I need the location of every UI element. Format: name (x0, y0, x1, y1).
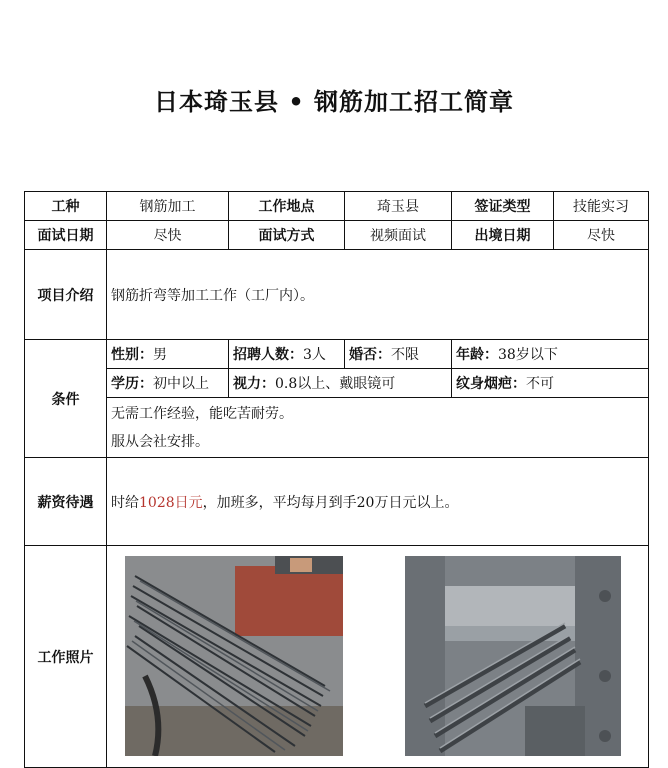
rebar-machine-photo (405, 556, 621, 756)
photos-cell (107, 546, 649, 768)
salary-suffix: ，加班多，平均每月到手20万日元以上。 (202, 494, 459, 511)
age-value: 38岁以下 (498, 347, 558, 363)
photos-label: 工作照片 (25, 546, 107, 768)
tattoo-cell (452, 369, 649, 398)
conditions-notes (107, 398, 649, 458)
rebar-bundle-photo (125, 556, 343, 756)
conditions-label: 条件 (25, 340, 107, 458)
gender-cell (107, 340, 229, 369)
table-row (25, 221, 649, 250)
vision-value: 0.8以上、戴眼镜可 (275, 376, 396, 392)
education-value: 初中以上 (153, 376, 209, 392)
work-location-value: 琦玉县 (345, 192, 452, 221)
table-row (25, 458, 649, 546)
interview-date-label: 面试日期 (25, 221, 107, 250)
hire-count-label: 招聘人数： (233, 347, 303, 363)
salary-hourly-rate: 1028日元 (139, 494, 203, 511)
hire-count-value: 3人 (303, 347, 326, 363)
age-cell (452, 340, 649, 369)
age-label: 年龄： (456, 347, 498, 363)
education-cell (107, 369, 229, 398)
project-text: 钢筋折弯等加工工作（工厂内）。 (107, 250, 649, 340)
visa-type-value: 技能实习 (554, 192, 649, 221)
table-row (25, 192, 649, 221)
project-label: 项目介绍 (25, 250, 107, 340)
salary-prefix: 时给 (111, 494, 139, 511)
marital-cell (345, 340, 452, 369)
gender-value: 男 (153, 347, 167, 363)
table-row (25, 369, 649, 398)
interview-date-value: 尽快 (107, 221, 229, 250)
table-row (25, 250, 649, 340)
job-info-table (24, 191, 649, 768)
salary-label: 薪资待遇 (25, 458, 107, 546)
table-row (25, 340, 649, 369)
visa-type-label: 签证类型 (452, 192, 554, 221)
table-row (25, 546, 649, 768)
job-type-value: 钢筋加工 (107, 192, 229, 221)
page-title: 日本琦玉县 • 钢筋加工招工简章 (153, 88, 515, 116)
marital-value: 不限 (391, 347, 419, 363)
interview-method-value: 视频面试 (345, 221, 452, 250)
conditions-note: 服从会社安排。 (111, 433, 209, 450)
tattoo-label: 纹身烟疤： (456, 376, 526, 392)
hire-count-cell (229, 340, 345, 369)
salary-text (107, 458, 649, 546)
vision-label: 视力： (233, 376, 275, 392)
table-row (25, 398, 649, 458)
interview-method-label: 面试方式 (229, 221, 345, 250)
marital-label: 婚否： (349, 347, 391, 363)
job-type-label: 工种 (25, 192, 107, 221)
education-label: 学历： (111, 376, 153, 392)
departure-date-value: 尽快 (554, 221, 649, 250)
vision-cell (229, 369, 452, 398)
departure-date-label: 出境日期 (452, 221, 554, 250)
tattoo-value: 不可 (526, 376, 554, 392)
work-location-label: 工作地点 (229, 192, 345, 221)
conditions-note: 无需工作经验，能吃苦耐劳。 (111, 405, 293, 422)
gender-label: 性别： (111, 347, 153, 363)
